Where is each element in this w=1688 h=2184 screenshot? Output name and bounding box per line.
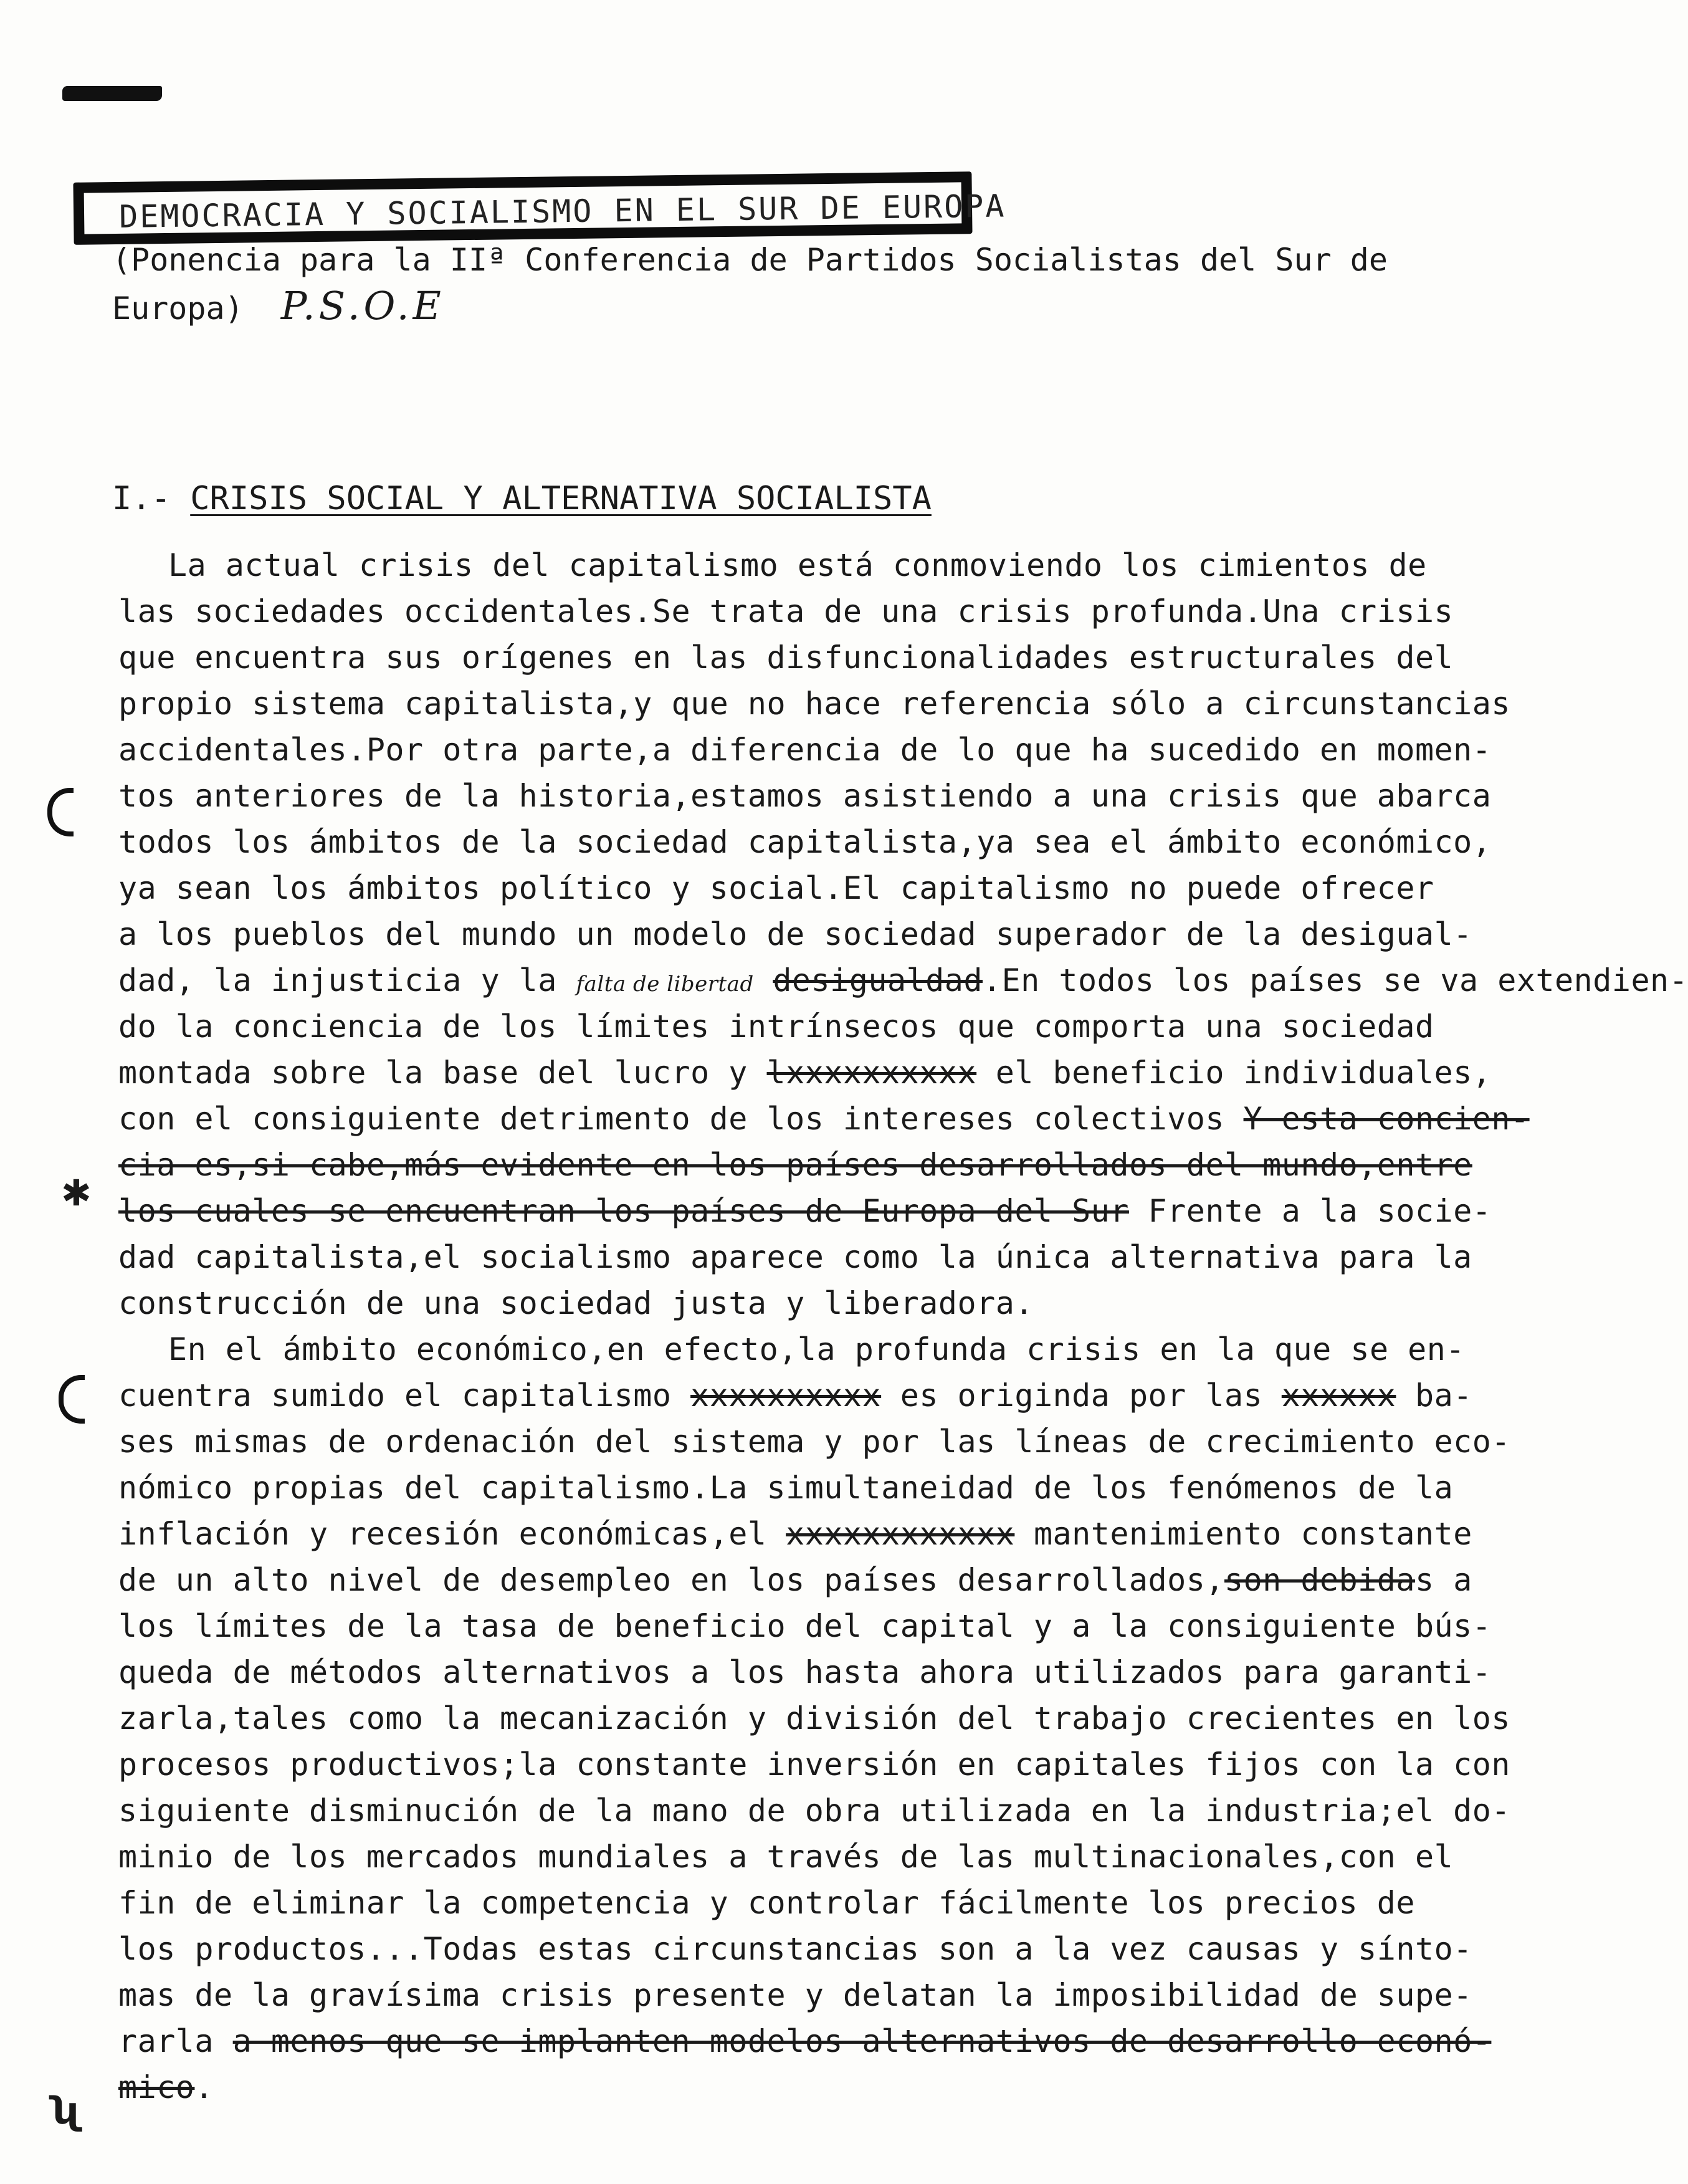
text-line: mas de la gravísima crisis presente y delatan la imposibilidad de supe- bbox=[118, 1977, 1472, 2013]
body-text bbox=[118, 542, 1688, 2110]
section-heading: I.- CRISIS SOCIAL Y ALTERNATIVA SOCIALISTA bbox=[112, 480, 932, 517]
text-line: dad, la injusticia y la falta de libertad desigualdad.En todos los países se va extendien- bbox=[118, 962, 1688, 999]
text-line: a los pueblos del mundo un modelo de sociedad superador de la desigual- bbox=[118, 916, 1472, 952]
text-line: do la conciencia de los límites intrínsecos que comporta una sociedad bbox=[118, 1008, 1434, 1045]
text-line: todos los ámbitos de la sociedad capitalista,ya sea el ámbito económico, bbox=[118, 824, 1492, 860]
text-line: siguiente disminución de la mano de obra utilizada en la industria;el do- bbox=[118, 1793, 1510, 1829]
text-line: ya sean los ámbitos político y social.El capitalismo no puede ofrecer bbox=[118, 870, 1434, 906]
text-line: tos anteriores de la historia,estamos asistiendo a una crisis que abarca bbox=[118, 778, 1492, 814]
text-line: cuentra sumido el capitalismo xxxxxxxxxx es originda por las xxxxxx ba- bbox=[118, 1377, 1472, 1414]
open-bracket-mark bbox=[47, 788, 74, 836]
title-box bbox=[73, 171, 1006, 245]
open-bracket-mark bbox=[59, 1375, 85, 1424]
text-line: que encuentra sus orígenes en las disfuncionalidades estructurales del bbox=[118, 639, 1454, 676]
end-mark: ʯ bbox=[52, 2089, 82, 2133]
handwritten-note: falta de libertad bbox=[576, 972, 754, 997]
text-line: con el consiguiente detrimento de los intereses colectivos Y esta concien- bbox=[118, 1101, 1530, 1137]
ink-smudge-mark bbox=[62, 86, 162, 101]
text-line: los cuales se encuentran los países de Europa del Sur Frente a la socie- bbox=[118, 1193, 1492, 1229]
text-line: dad capitalista,el socialismo aparece como la única alternativa para la bbox=[118, 1239, 1472, 1275]
text-line: nómico propias del capitalismo.La simultaneidad de los fenómenos de la bbox=[118, 1470, 1454, 1506]
text-line: zarla,tales como la mecanización y división del trabajo crecientes en los bbox=[118, 1700, 1510, 1736]
struck-text-line: cia es,si cabe,más evidente en los países desarrollados del mundo,entre bbox=[118, 1147, 1472, 1183]
text-line: de un alto nivel de desempleo en los países desarrollados,son debidas a bbox=[118, 1562, 1472, 1598]
text-line: fin de eliminar la competencia y controlar fácilmente los precios de bbox=[118, 1885, 1415, 1921]
text-line: las sociedades occidentales.Se trata de una crisis profunda.Una crisis bbox=[118, 593, 1454, 630]
subtitle-line-1: (Ponencia para la IIª Conferencia de Partidos Socialistas del Sur de bbox=[112, 242, 1388, 278]
text-line: inflación y recesión económicas,el xxxxxxxxxxxx mantenimiento constante bbox=[118, 1516, 1472, 1552]
text-line: La actual crisis del capitalismo está conmoviendo los cimientos de bbox=[168, 547, 1427, 583]
text-line: minio de los mercados mundiales a través de las multinacionales,con el bbox=[118, 1839, 1454, 1875]
document-title: DEMOCRACIA Y SOCIALISMO EN EL SUR DE EUROPA bbox=[118, 188, 1006, 235]
text-line: los límites de la tasa de beneficio del capital y a la consiguiente bús- bbox=[118, 1608, 1492, 1644]
subtitle-line-2: Europa) P.S.O.E bbox=[112, 283, 445, 328]
text-line: rarla a menos que se implanten modelos alternativos de desarrollo econó- bbox=[118, 2023, 1492, 2059]
text-line: montada sobre la base del lucro y lxxxxxxxxxx el beneficio individuales, bbox=[118, 1055, 1492, 1091]
asterisk-mark: ✱ bbox=[61, 1172, 92, 1214]
text-line: construcción de una sociedad justa y liberadora. bbox=[118, 1285, 1034, 1321]
text-line: ses mismas de ordenación del sistema y por las líneas de crecimiento eco- bbox=[118, 1424, 1510, 1460]
text-line: En el ámbito económico,en efecto,la profunda crisis en la que se en- bbox=[168, 1331, 1465, 1367]
text-line: accidentales.Por otra parte,a diferencia de lo que ha sucedido en momen- bbox=[118, 732, 1492, 768]
text-line: queda de métodos alternativos a los hasta ahora utilizados para garanti- bbox=[118, 1654, 1492, 1690]
handwritten-party-label: P.S.O.E bbox=[280, 283, 445, 328]
text-line: mico. bbox=[118, 2069, 214, 2105]
subtitle bbox=[112, 237, 1388, 332]
text-line: los productos...Todas estas circunstancias son a la vez causas y sínto- bbox=[118, 1931, 1472, 1967]
text-line: procesos productivos;la constante inversión en capitales fijos con la con bbox=[118, 1746, 1510, 1783]
text-line: propio sistema capitalista,y que no hace referencia sólo a circunstancias bbox=[118, 686, 1510, 722]
